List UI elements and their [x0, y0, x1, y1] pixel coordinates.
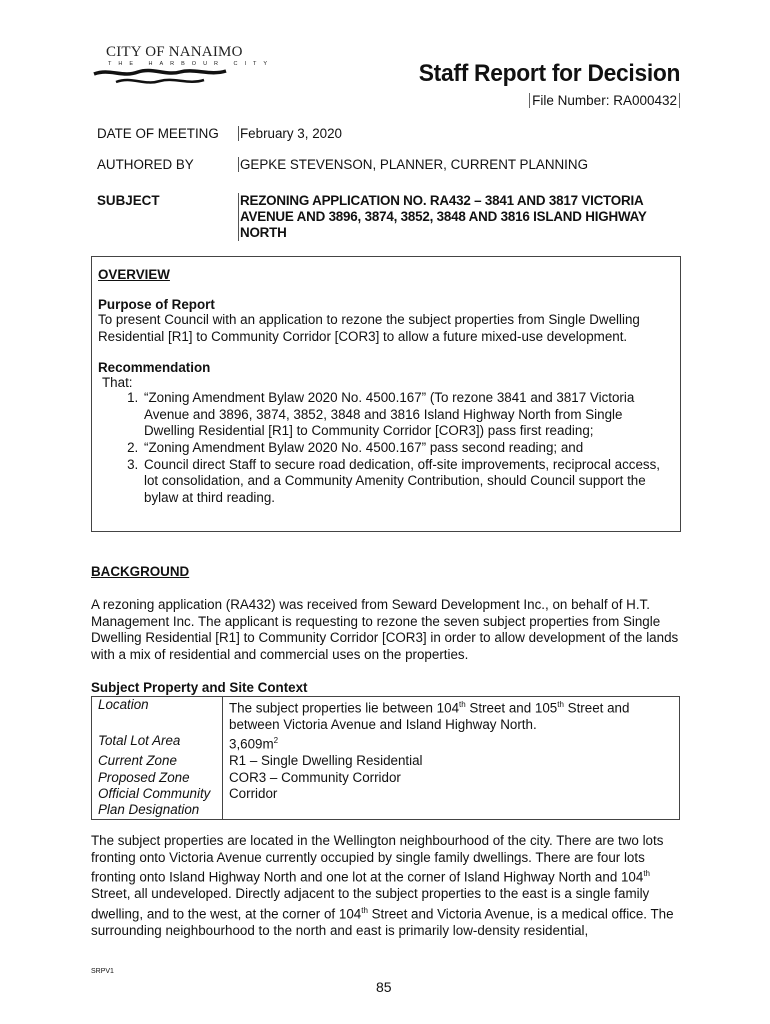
- author-label: AUTHORED BY: [97, 157, 194, 172]
- table-value: $3,609m^2$: [223, 733, 680, 753]
- city-logo: [92, 44, 275, 88]
- purpose-text: To present Council with an application to rezone the subject properties from Single Dwelling Residential [R1] to Community Corridor [COR3] to allow a future mixed-use development.: [98, 312, 640, 344]
- overview-heading: OVERVIEW: [98, 267, 170, 282]
- table-row: [92, 733, 680, 753]
- site-context-paragraph: The subject properties are located in the Wellington neighbourhood of the city. There are two lots fronting onto Victoria Avenue currently occupied by single family dwellings. There are four lots fronting onto Island Highway North and one lot at the corner of Island Highway North and 104th Street, all undeveloped. Directly adjacent to the subject properties to the east is a single family dwelling, and to the west, at the corner of 104th Street and Victoria Avenue, is a medical office. The surrounding neighbourhood to the north and east is primarily low-density residential,: [91, 833, 674, 938]
- recommendation-item: 1. “Zoning Amendment Bylaw 2020 No. 4500.167” (To rezone 3841 and 3817 Victoria Avenue and 3896, 3874, 3852, 3848 and 3816 Island Highway North from Single Dwelling Residential [R1] to Community Corridor [COR3]) pass first reading;: [142, 390, 672, 440]
- table-key: Official Community Plan Designation: [92, 786, 223, 819]
- page-number: 85: [376, 979, 392, 995]
- wave-logo-icon: [92, 66, 242, 92]
- recommendation-intro: That:: [102, 375, 133, 391]
- recommendation-list: [98, 390, 672, 506]
- table-value: Corridor: [223, 786, 680, 819]
- table-key: Total Lot Area: [92, 733, 223, 753]
- recommendation-heading: Recommendation: [98, 360, 211, 376]
- purpose-heading: Purpose of Report: [98, 297, 215, 312]
- report-title: Staff Report for Decision: [418, 60, 680, 87]
- table-key: Location: [92, 697, 223, 734]
- subject-value: REZONING APPLICATION NO. RA432 – 3841 AND 3817 VICTORIA AVENUE AND 3896, 3874, 3852, 3848 AND 3816 ISLAND HIGHWAY NORTH: [238, 193, 680, 241]
- table-row: [92, 770, 680, 786]
- author-value: GEPKE STEVENSON, PLANNER, CURRENT PLANNING: [240, 157, 588, 172]
- table-value: COR3 – Community Corridor: [223, 770, 680, 786]
- table-value: The subject properties lie between 104th Street and 105th Street and between Victoria Avenue and Island Highway North.: [223, 697, 680, 734]
- site-context-heading: Subject Property and Site Context: [91, 680, 308, 695]
- table-row: [92, 786, 680, 819]
- logo-title: CITY OF NANAIMO: [106, 44, 243, 60]
- file-number: File Number: RA000432: [529, 93, 680, 108]
- recommendation-item: 2. “Zoning Amendment Bylaw 2020 No. 4500.167” pass second reading; and: [142, 440, 672, 457]
- background-heading: BACKGROUND: [91, 564, 190, 579]
- table-row: [92, 697, 680, 734]
- date-value: February 3, 2020: [240, 126, 342, 141]
- date-label: DATE OF MEETING: [97, 126, 219, 141]
- table-value: R1 – Single Dwelling Residential: [223, 753, 680, 769]
- background-paragraph: A rezoning application (RA432) was received from Seward Development Inc., on behalf of H.T. Management Inc. The applicant is requesting to rezone the seven subject properties from Single Dwelling Residential [R1] to Community Corridor [COR3] in order to allow development of the lands with a mix of residential and commercial uses on the properties.: [91, 597, 679, 662]
- overview-box: [91, 256, 681, 532]
- table-row: [92, 753, 680, 769]
- footer-code: SRPV1: [91, 968, 114, 975]
- site-context-table: [91, 696, 680, 820]
- table-key: Proposed Zone: [92, 770, 223, 786]
- table-key: Current Zone: [92, 753, 223, 769]
- subject-label: SUBJECT: [97, 193, 160, 208]
- recommendation-item: 3. Council direct Staff to secure road dedication, off-site improvements, reciprocal access, lot consolidation, and a Community Amenity Contribution, should Council support the bylaw at third reading.: [142, 457, 672, 507]
- logo-subtitle: THE HARBOUR CITY: [108, 61, 275, 67]
